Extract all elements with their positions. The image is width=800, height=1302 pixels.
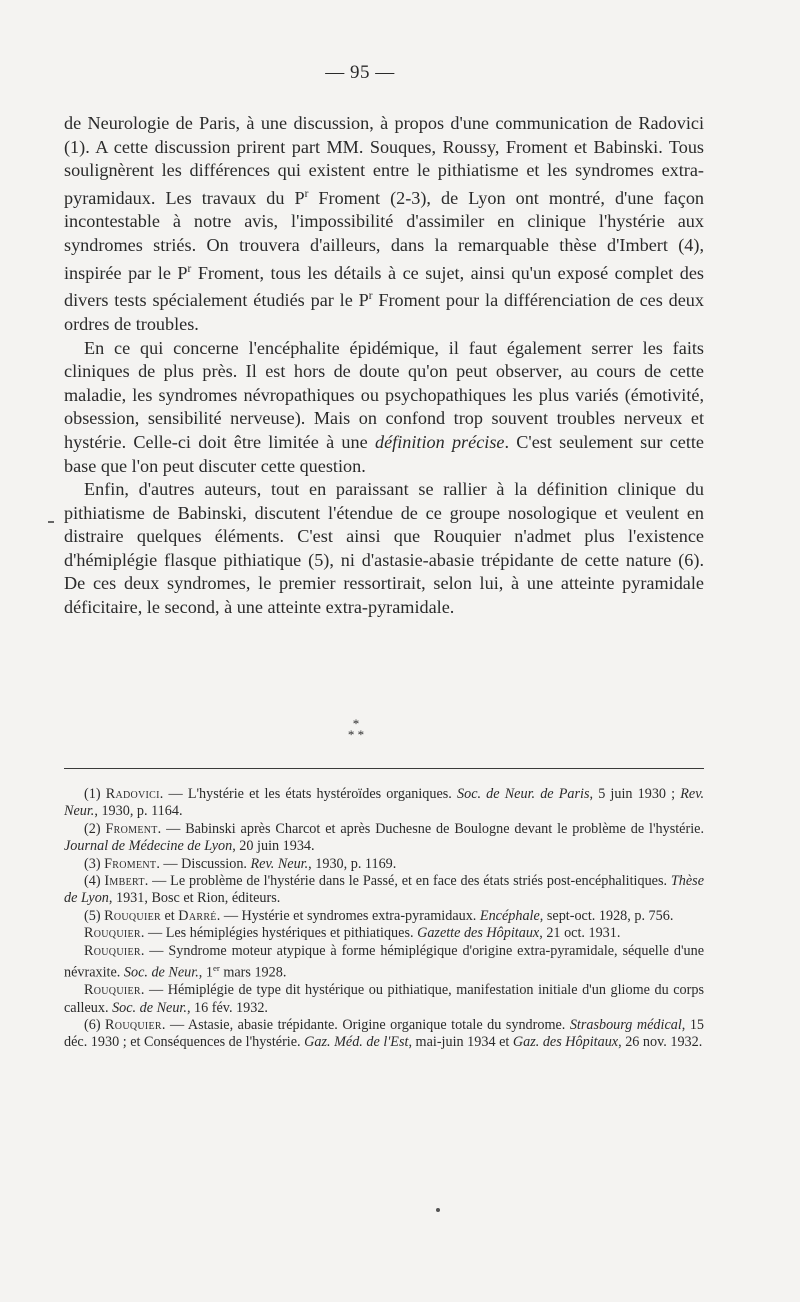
footnote (64, 982, 704, 1017)
text-run: (2) (84, 820, 106, 837)
text-run: , 1930, p. 1169. (308, 855, 397, 872)
italic-text: Gaz. Méd. de l'Est (304, 1034, 409, 1051)
text-run: (4) (84, 873, 105, 890)
italic-text: Soc. de Neur. (123, 964, 199, 981)
italic-text: Rev. Neur. (64, 786, 705, 820)
author-name: Rouquier (84, 942, 141, 959)
footnote (64, 821, 704, 856)
author-name: Darré (178, 907, 217, 924)
text-run: , mai-juin 1934 et (408, 1034, 513, 1051)
footnote (64, 925, 704, 942)
text-run: , 16 fév. 1932. (186, 999, 268, 1016)
footnote (64, 943, 704, 983)
footnote-rule (64, 768, 704, 769)
text-run: . — Syndrome moteur atypique à forme hémiplégique d'origine extra-pyramidale, séquelle d'une névraxite. (64, 942, 704, 981)
text-run: , sept-oct. 1928, p. 756. (539, 907, 674, 924)
superscript: er (212, 963, 220, 974)
text-run: (1) (84, 786, 106, 802)
text-run: . — Hémiplégie de type dit hystérique ou pithiatique, manifestation initiale d'un gliome du corps calleux. (64, 982, 704, 1016)
footnote (64, 1017, 704, 1052)
text-run: , 20 juin 1934. (232, 838, 315, 855)
footnote (64, 856, 704, 873)
page-number: — 95 — (325, 62, 395, 83)
footnote (64, 873, 704, 908)
text-run: , 1 (198, 964, 213, 981)
text-run: , 26 nov. 1932. (618, 1034, 703, 1051)
text-run: , 1931, Bosc et Rion, éditeurs. (108, 890, 281, 907)
text-run: Froment (2-3), de Lyon ont montré, d'une façon incontestable à notre avis, l'impossibilité d'assimiler en clinique l'hystérie aux syndromes striés. On trouvera d'ailleurs, dans la remarquable thèse d'Imbert (4), inspirée par le P (64, 187, 705, 283)
superscript: r (304, 187, 309, 200)
text-run: Froment, tous les détails à ce sujet, ainsi qu'un exposé complet des divers tests spécialement étudiés par le P (64, 262, 704, 311)
text-run: de Neurologie de Paris, à une discussion, à propos d'une communication de Radovici (1). A cette discussion prirent part MM. Souques, Roussy, Froment et Babinski. Tous soulignèrent les différences qui existent entre le pithiatisme et les syndromes extra-pyramidaux. Les travaux du P (64, 113, 704, 208)
author-name: Rouquier (84, 982, 141, 999)
italic-text: Soc. de Neur. (112, 999, 187, 1016)
text-run: . — Hystérie et syndromes extra-pyramidaux. (216, 907, 480, 924)
text-run: . — Les hémiplégies hystériques et pithiatiques. (140, 925, 418, 942)
text-run: , 21 oct. 1931. (539, 925, 621, 942)
text-run: . — Astasie, abasie trépidante. Origine organique totale du syndrome. (161, 1017, 570, 1034)
italic-text: Journal de Médecine de Lyon (64, 838, 233, 855)
text-run: Enfin, d'autres auteurs, tout en paraissant se rallier à la définition clinique du pithiatisme de Babinski, discutent l'étendue de ce groupe nosologique et veulent en distraire quelques éléments. C'est ainsi que Rouquier n'admet plus l'existence d'hémiplégie flasque pithiatique (5), ni d'astasie-abasie trépidante de cette nature (6). De ces deux syndromes, le premier ressortirait, selon lui, à une atteinte pyramidale déficitaire, le second, à une atteinte extra-pyramidale. (64, 479, 704, 618)
superscript: r (368, 290, 373, 303)
author-name: Rouquier (105, 1017, 162, 1034)
text-run: . — Le problème de l'hystérie dans le Passé, et en face des états striés post-encéphalitiques. (144, 873, 671, 890)
text-run: mars 1928. (219, 964, 287, 981)
italic-text: Gazette des Hôpitaux (417, 925, 540, 942)
footnote (64, 786, 704, 821)
italic-text: définition précise (374, 431, 505, 452)
text-run: , 15 déc. 1930 ; et Conséquences de l'hystérie. (64, 1017, 705, 1051)
text-run: (5) (84, 907, 105, 924)
ink-dot (436, 1208, 440, 1212)
author-name: Imbert (104, 873, 145, 890)
footnotes (64, 786, 704, 1052)
body-text (64, 112, 704, 620)
text-run: , 5 juin 1930 ; (589, 786, 681, 802)
italic-text: Thèse de Lyon (64, 873, 704, 907)
italic-text: Rev. Neur. (250, 855, 309, 872)
text-run: Froment pour la différenciation de ces deux ordres de troubles. (64, 290, 704, 334)
italic-text: Soc. de Neur. de Paris (457, 786, 590, 802)
author-name: Rouquier (84, 925, 141, 942)
footnote (64, 908, 704, 925)
text-run: . — Discussion. (156, 855, 251, 872)
text-run: En ce qui concerne l'encéphalite épidémique, il faut également serrer les faits cliniques de plus près. Il est hors de doute qu'on peut observer, au cours de cette maladie, les syndromes névropathiques ou psychopathiques les plus variés (émotivité, obsession, sensibilité nerveuse). Mais on confond trop souvent troubles nerveux et hystérie. Celle-ci doit être limitée à une (64, 337, 704, 452)
margin-mark (48, 521, 54, 523)
author-name: Radovici (105, 786, 160, 802)
text-run: . — L'hystérie et les états hystéroïdes organiques. (159, 786, 457, 802)
italic-text: Encéphale (479, 907, 540, 924)
asterism (336, 718, 376, 740)
author-name: Froment (105, 820, 158, 837)
author-name: Rouquier (104, 907, 161, 924)
italic-text: Strasbourg médical (569, 1017, 682, 1034)
superscript: r (187, 262, 192, 275)
italic-text: Gaz. des Hôpitaux (512, 1034, 619, 1051)
text-run: . — Babinski après Charcot et après Duchesne de Boulogne devant le problème de l'hystérie. (157, 820, 704, 837)
author-name: Froment (104, 855, 157, 872)
paragraph (64, 112, 704, 337)
text-run: . C'est seulement sur cette base que l'on peut discuter cette question. (64, 431, 705, 476)
asterism-bottom: * * (347, 727, 365, 742)
paragraph (64, 337, 704, 479)
text-run: (6) (84, 1017, 106, 1034)
text-run: , 1930, p. 1164. (94, 803, 183, 820)
text-run: (3) (84, 855, 105, 872)
paragraph (64, 478, 704, 620)
asterism-top: * (352, 716, 360, 731)
text-run: et (160, 907, 179, 924)
